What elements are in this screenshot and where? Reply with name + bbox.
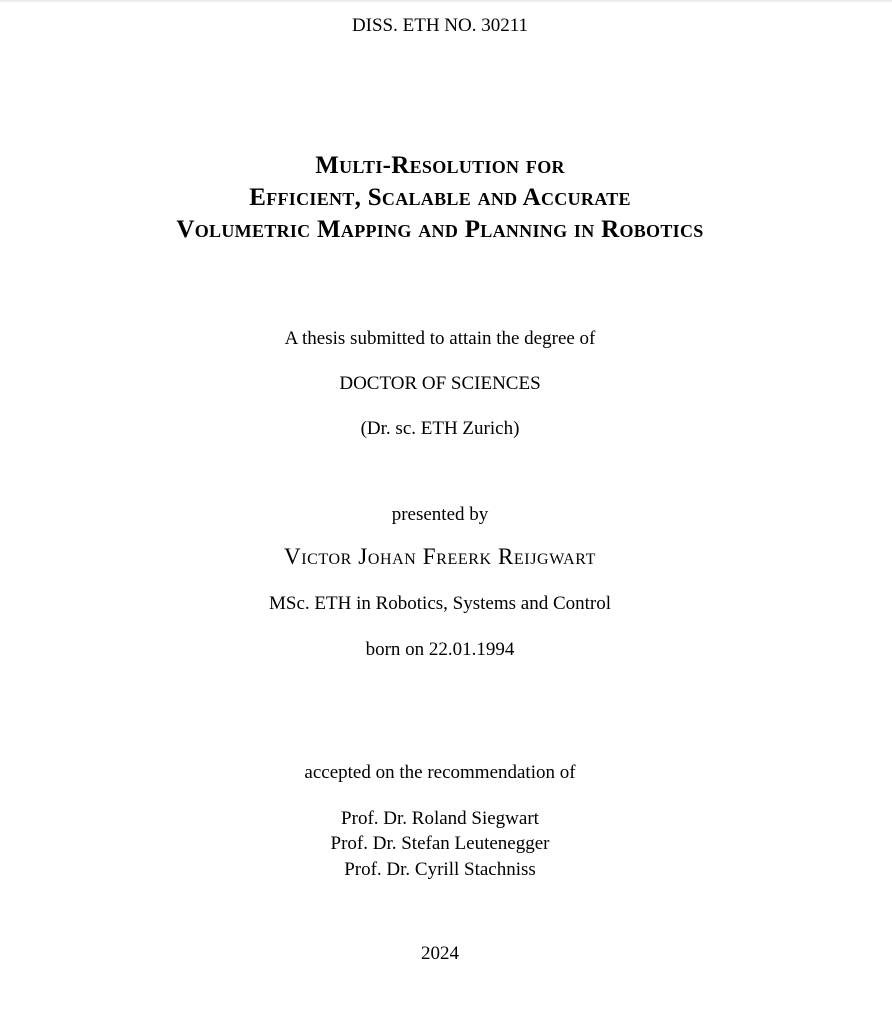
recommendation-statement: accepted on the recommendation of [304, 762, 576, 783]
examiner-1: Prof. Dr. Roland Siegwart [341, 808, 539, 829]
title-line-1: Multi-Resolution for [315, 152, 565, 179]
degree-abbreviation: (Dr. sc. ETH Zurich) [360, 418, 520, 439]
viewer-top-shadow [0, 0, 892, 3]
examiner-2: Prof. Dr. Stefan Leutenegger [330, 833, 550, 854]
title-line-3: Volumetric Mapping and Planning in Robotics [176, 216, 704, 243]
title-line-2: Efficient, Scalable and Accurate [249, 184, 631, 211]
examiner-3: Prof. Dr. Cyrill Stachniss [344, 859, 536, 880]
degree: DOCTOR OF SCIENCES [339, 373, 541, 394]
birth-date: born on 22.01.1994 [365, 639, 515, 660]
presented-by: presented by [391, 504, 489, 525]
prior-degree: MSc. ETH in Robotics, Systems and Control [269, 593, 611, 614]
dissertation-number: DISS. ETH NO. 30211 [351, 15, 529, 36]
author-name: Victor Johan Freerk Reijgwart [284, 544, 596, 569]
submission-statement: A thesis submitted to attain the degree of [284, 328, 596, 349]
year: 2024 [421, 943, 459, 964]
